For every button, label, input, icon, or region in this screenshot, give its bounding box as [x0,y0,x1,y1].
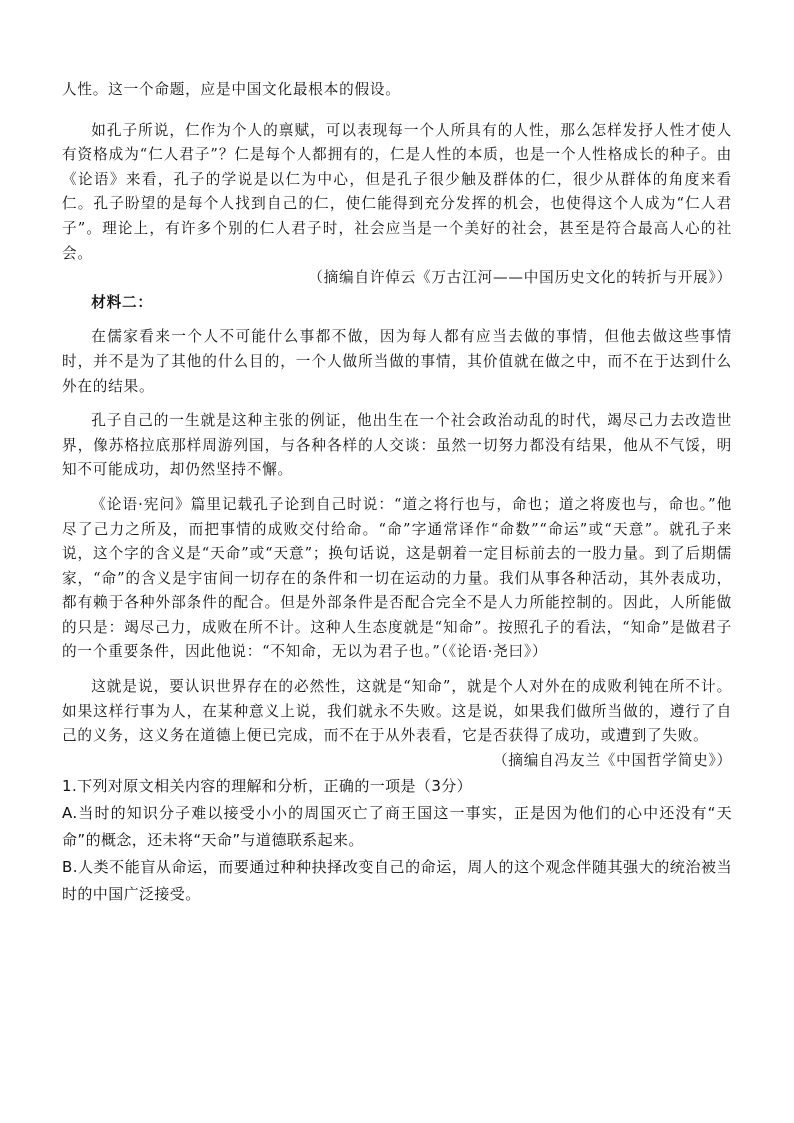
material-two-paragraph-4: 这就是说，要认识世界存在的必然性，这就是“知命”，就是个人对外在的成败利钝在所不计。如果这样行事为人，在某种意义上说，我们就永不失败。这是说，如果我们做所当做的，遵行了自己的义务，这义务在道德上便已完成，而不在于从外表看，它是否获得了成功，或遭到了失败。 [62,678,732,745]
material-one-paragraph: 如孔子所说，仁作为个人的禀赋，可以表现每一个人所具有的人性，那么怎样发抒人性才使人有资格成为“仁人君子”？仁是每个人都拥有的，仁是人性的本质，也是一个人性格成长的种子。由《论语》来看，孔子的学说是以仁为中心，但是孔子很少触及群体的仁，很少从群体的角度来看仁。孔子盼望的是每个人找到自己的仁，使仁能得到充分发挥的机会，也使得这个人成为“仁人君子”。理论上，有许多个别的仁人君子时，社会应当是一个美好的社会，甚至是符合最高人心的社会。 [62,121,732,262]
material-two-paragraph-3: 《论语·宪问》篇里记载孔子论到自己时说：“道之将行也与，命也；道之将废也与，命也。”他尽了己力之所及，而把事情的成败交付给命。“命”字通常译作“命数”“命运”或“天意”。就孔子来说，这个字的含义是“天命”或“天意”；换句话说，这是朝着一定目标前去的一股力量。到了后期儒家，“命”的含义是宇宙间一切存在的条件和一切在运动的力量。我们从事各种活动，其外表成功，都有赖于各种外部条件的配合。但是外部条件是否配合完全不是人力所能控制的。因此，人所能做的只是：竭尽己力，成败在所不计。这种人生态度就是“知命”。按照孔子的看法，“知命”是做君子的一个重要条件，因此他说：“不知命，无以为君子也。”（《论语·尧曰》） [62,495,732,661]
material-two-paragraph-1: 在儒家看来一个人不可能什么事都不做，因为每人都有应当去做的事情，但他去做这些事情时，并不是为了其他的什么目的，一个人做所当做的事情，其价值就在做之中，而不在于达到什么外在的结果。 [62,328,732,395]
question-1-option-a: A.当时的知识分子难以接受小小的周国灭亡了商王国这一事实，正是因为他们的心中还没有“天命”的概念，还未将“天命”与道德联系起来。 [62,804,732,850]
material-two-heading: 材料二： [91,293,153,311]
material-two-paragraph-2: 孔子自己的一生就是这种主张的例证，他出生在一个社会政治动乱的时代，竭尽己力去改造世界，像苏格拉底那样周游列国，与各种各样的人交谈：虽然一切努力都没有结果，他从不气馁，明知不可能成功，却仍然坚持不懈。 [62,412,732,479]
question-1-option-b: B.人类不能盲从命运，而要通过种种抉择改变自己的命运，周人的这个观念伴随其强大的统治被当时的中国广泛接受。 [62,858,732,904]
material-one-source: （摘编自许倬云《万古江河——中国历史文化的转折与开展》） [308,269,732,287]
question-1-stem: 1.下列对原文相关内容的理解和分析，正确的一项是（3分） [62,777,473,796]
material-one-paragraph-tail: 人性。这一个命题，应是中国文化最根本的假设。 [62,81,401,98]
material-two-source: （摘编自冯友兰《中国哲学简史》） [492,751,732,769]
